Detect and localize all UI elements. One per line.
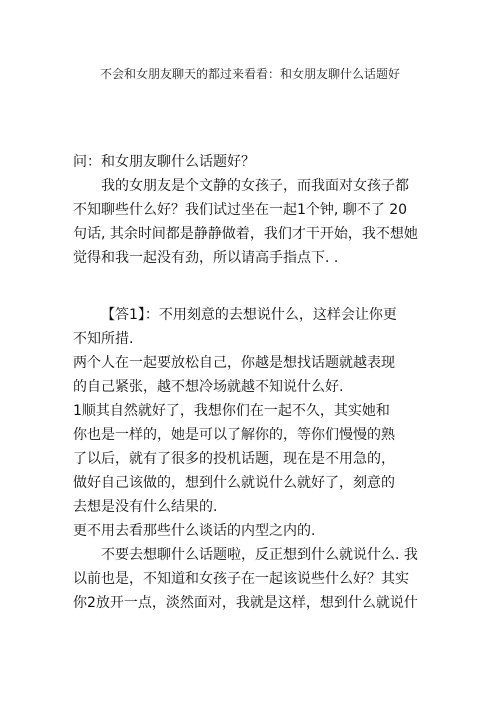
paragraph-line: 我的女朋友是个文静的女孩子，而我面对女孩子都 <box>101 178 409 194</box>
paragraph-line: 1顺其自然就好了，我想你们在一起不久，其实她和 <box>73 403 390 419</box>
paragraph-line: 去想是没有什么结果的. <box>73 499 218 515</box>
paragraph-line: 的自己紧张，越不想冷场就越不知说什么好. <box>73 379 344 395</box>
paragraph-line: 你也是一样的，她是可以了解你的，等你们慢慢的熟 <box>73 427 395 443</box>
answer-text: ：不用刻意的去想说什么，这样会让你更 <box>144 307 397 323</box>
page-header-title: 不会和女朋友聊天的都过来看看：和女朋友聊什么话题好 <box>99 67 400 81</box>
paragraph-line: 做好自己该做的，想到什么就说什么就好了，刻意的 <box>73 475 395 491</box>
paragraph-line: 你2放开一点，淡然面对，我就是这样，想到什么就说什 <box>73 595 418 611</box>
paragraph-gap <box>73 270 403 303</box>
paragraph-line: 了以后，就有了很多的投机话题，现在是不用急的， <box>73 451 395 467</box>
question-line: 问：和女朋友聊什么话题好？ <box>73 154 255 170</box>
paragraph-line: 更不用去看那些什么谈话的内型之内的. <box>73 523 316 539</box>
paragraph-line: 以前也是，不知道和女孩子在一起该说些什么好？其实 <box>73 571 409 587</box>
paragraph-line: 不要去想聊什么话题啦，反正想到什么就说什么. 我 <box>101 547 418 563</box>
answer-line-continued: 不知所措. <box>73 331 134 347</box>
paragraph-line: 不知聊些什么好？我们试过坐在一起1个钟, 聊不了 20 <box>73 202 408 218</box>
paragraph-line: 两个人在一起要放松自己，你越是想找话题就越表现 <box>73 355 395 371</box>
answer-label: 【答1】 <box>101 307 145 323</box>
paragraph-line: 句话, 其余时间都是静静做着，我们才干开始，我不想她 <box>73 226 418 242</box>
answer-line <box>73 303 403 327</box>
document-body <box>73 150 418 615</box>
paragraph-line: 觉得和我一起没有劲，所以请高手指点下. . <box>73 250 339 266</box>
